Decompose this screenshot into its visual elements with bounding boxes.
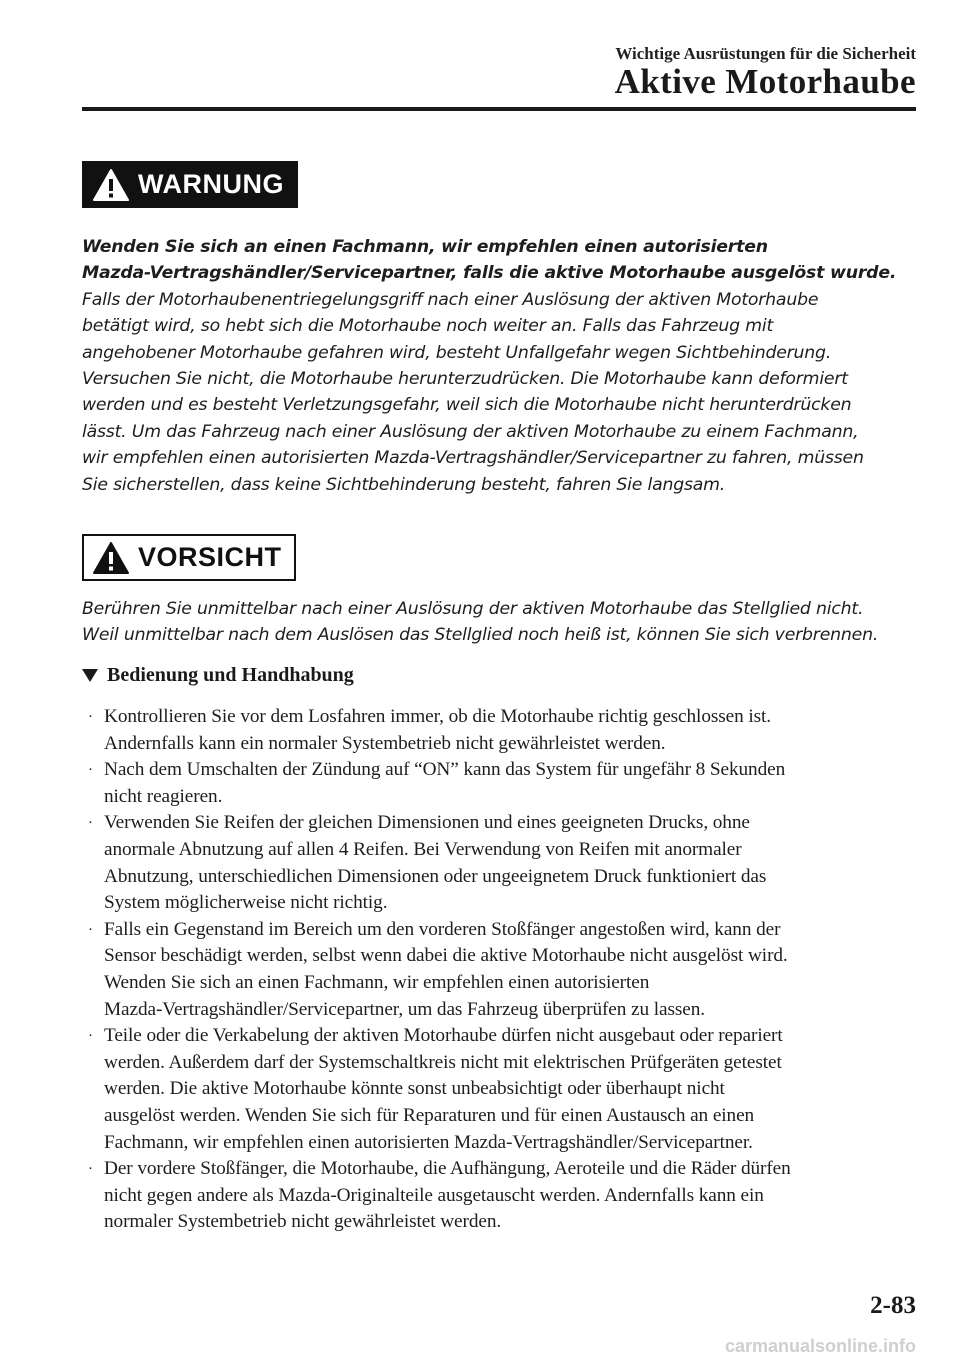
list-item-line: werden. Die aktive Motorhaube könnte sonst unbeabsichtigt oder überhaupt nicht	[104, 1078, 725, 1100]
list-item-line: Teile oder die Verkabelung der aktiven Motorhaube dürfen nicht ausgebaut oder repariert	[104, 1025, 783, 1047]
caution-text	[82, 596, 918, 649]
list-item-line: anormale Abnutzung auf allen 4 Reifen. Bei Verwendung von Reifen mit anormaler	[104, 838, 742, 860]
warning-line: Sie sicherstellen, dass keine Sichtbehinderung besteht, fahren Sie langsam.	[82, 474, 726, 495]
header-subtitle: Wichtige Ausrüstungen für die Sicherheit	[615, 44, 916, 63]
warning-text	[82, 234, 918, 498]
caution-badge	[82, 534, 296, 581]
warning-badge	[82, 161, 298, 208]
warning-line: lässt. Um das Fahrzeug nach einer Auslösung der aktiven Motorhaube zu einem Fachmann,	[82, 421, 859, 442]
list-item	[82, 810, 918, 916]
list-item-line: nicht reagieren.	[104, 785, 223, 807]
warning-bold-line: Mazda-Vertragshändler/Servicepartner, falls die aktive Motorhaube ausgelöst wurde.	[82, 263, 897, 284]
caution-line: Berühren Sie unmittelbar nach einer Auslösung der aktiven Motorhaube das Stellglied nicht.	[82, 599, 864, 619]
list-item	[82, 757, 918, 810]
bullet-dot-icon: ·	[88, 1028, 93, 1045]
bullet-dot-icon: ·	[88, 709, 93, 725]
list-item-line: Fachmann, wir empfehlen einen autorisierten Mazda-Vertragshändler/Servicepartner.	[104, 1131, 753, 1153]
list-item-line: Andernfalls kann ein normaler Systembetrieb nicht gewährleistet werden.	[104, 732, 666, 754]
warning-icon	[92, 168, 130, 202]
caution-line: Weil unmittelbar nach dem Auslösen das Stellglied noch heiß ist, können Sie sich verbrennen.	[82, 625, 879, 646]
caution-label: VORSICHT	[138, 542, 282, 572]
list-item	[82, 917, 918, 1023]
list-item-line: Abnutzung, unterschiedlichen Dimensionen oder ungeeignetem Druck funktioniert das	[104, 865, 767, 887]
list-item-line: Verwenden Sie Reifen der gleichen Dimensionen und eines geeigneten Drucks, ohne	[104, 812, 750, 834]
list-item-line: nicht gegen andere als Mazda-Originalteile ausgetauscht werden. Andernfalls kann ein	[104, 1184, 764, 1206]
warning-line: werden und es besteht Verletzungsgefahr, weil sich die Motorhaube nicht herunterdrücken	[82, 395, 852, 416]
warning-line: betätigt wird, so hebt sich die Motorhaube noch weiter an. Falls das Fahrzeug mit	[82, 316, 774, 337]
section-title: Bedienung und Handhabung	[107, 664, 354, 686]
caution-icon	[92, 541, 130, 575]
list-item-line: Nach dem Umschalten der Zündung auf “ON” kann das System für ungefähr 8 Sekunden	[104, 759, 786, 781]
bullet-list	[82, 704, 918, 1236]
list-item-line: ausgelöst werden. Wenden Sie sich für Reparaturen und für einen Austausch an einen	[104, 1104, 755, 1126]
warning-line: Falls der Motorhaubenentriegelungsgriff nach einer Auslösung der aktiven Motorhaube	[82, 289, 819, 310]
list-item-line: Mazda-Vertragshändler/Servicepartner, um das Fahrzeug überprüfen zu lassen.	[104, 998, 705, 1020]
list-item-line: werden. Außerdem darf der Systemschaltkreis nicht mit elektrischen Prüfgeräten getestet	[104, 1051, 782, 1073]
bullet-dot-icon: ·	[88, 762, 93, 779]
bullet-dot-icon: ·	[88, 921, 93, 938]
list-item	[82, 704, 918, 757]
warning-line: angehobener Motorhaube gefahren wird, besteht Unfallgefahr wegen Sichtbehinderung.	[82, 342, 832, 363]
list-item-line: Falls ein Gegenstand im Bereich um den vorderen Stoßfänger angestoßen wird, kann der	[104, 918, 781, 940]
warning-label: WARNUNG	[138, 169, 284, 199]
list-item-line: Sensor beschädigt werden, selbst wenn dabei die aktive Motorhaube nicht ausgelöst wird.	[104, 945, 788, 967]
triangle-down-icon	[82, 669, 98, 682]
header-rule	[82, 107, 916, 111]
watermark: carmanualsonline.info	[724, 1336, 916, 1356]
bullet-dot-icon: ·	[88, 815, 93, 832]
warning-line: Versuchen Sie nicht, die Motorhaube herunterzudrücken. Die Motorhaube kann deformiert	[82, 369, 848, 390]
list-item-line: Kontrollieren Sie vor dem Losfahren immer, ob die Motorhaube richtig geschlossen ist.	[104, 706, 772, 727]
list-item-line: Der vordere Stoßfänger, die Motorhaube, die Aufhängung, Aeroteile und die Räder dürfen	[104, 1158, 791, 1180]
list-item	[82, 1156, 918, 1236]
warning-line: wir empfehlen einen autorisierten Mazda-Vertragshändler/Servicepartner zu fahren, müssen	[82, 448, 864, 469]
section-heading	[82, 664, 354, 687]
list-item	[82, 1023, 918, 1156]
warning-bold-line: Wenden Sie sich an einen Fachmann, wir empfehlen einen autorisierten	[82, 237, 768, 257]
list-item-line: Wenden Sie sich an einen Fachmann, wir empfehlen einen autorisierten	[104, 971, 650, 993]
page-number: 2-83	[870, 1292, 916, 1319]
list-item-line: System möglicherweise nicht richtig.	[104, 892, 388, 914]
bullet-dot-icon: ·	[88, 1161, 93, 1178]
list-item-line: normaler Systembetrieb nicht gewährleistet werden.	[104, 1211, 502, 1233]
page-title: Aktive Motorhaube	[614, 62, 916, 101]
